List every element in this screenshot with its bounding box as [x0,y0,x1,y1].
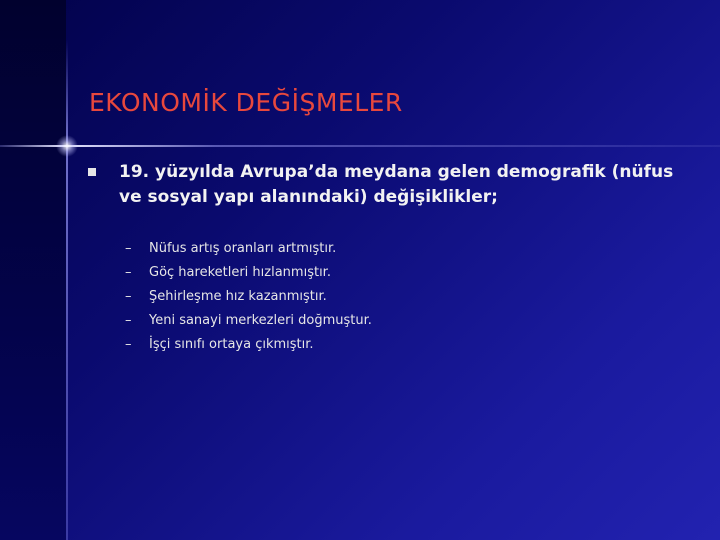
vertical-accent-line [66,40,68,540]
left-decorative-band [0,0,66,540]
list-item-text: Şehirleşme hız kazanmıştır. [149,288,327,304]
list-item [125,236,372,260]
dash-marker: – [125,336,132,352]
sub-bullet-list [125,236,372,356]
list-item-text: İşçi sınıfı ortaya çıkmıştır. [149,336,314,352]
dash-marker: – [125,312,132,328]
list-item-text: Nüfus artış oranları artmıştır. [149,240,337,256]
dash-marker: – [125,240,132,256]
list-item [125,308,372,332]
slide-title: EKONOMİK DEĞİŞMELER [89,88,403,117]
list-item [125,332,372,356]
list-item [125,284,372,308]
list-item-text: Yeni sanayi merkezleri doğmuştur. [149,312,372,328]
main-bullet-text: 19. yüzyılda Avrupa’da meydana gelen demografik (nüfus ve sosyal yapı alanındaki) değişiklikler; [119,162,674,207]
sparkle-icon [56,135,78,157]
horizontal-accent-line [0,145,720,147]
list-item [125,260,372,284]
list-item-text: Göç hareketleri hızlanmıştır. [149,264,331,280]
dash-marker: – [125,264,132,280]
square-bullet-icon [88,168,96,176]
dash-marker: – [125,288,132,304]
